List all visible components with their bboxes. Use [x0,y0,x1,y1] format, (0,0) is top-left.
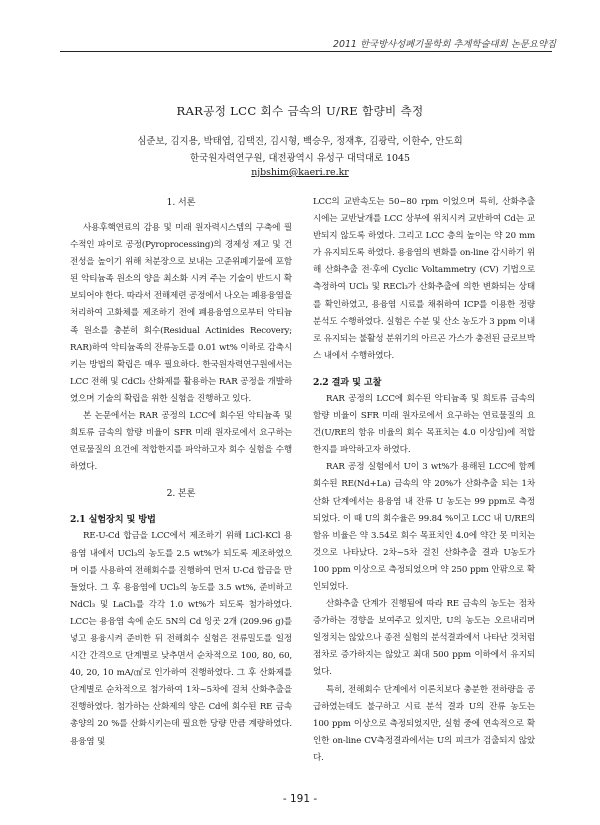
left-column [70,194,292,751]
affiliation: 한국원자력연구원, 대전광역시 유성구 대덕대로 1045 [190,153,410,164]
results-paragraph-4: 특히, 전해회수 단계에서 이론치보다 충분한 전하량을 공급하였는데도 불구하고 시료 분석 결과 U의 잔류 농도는 100 ppm 이상으로 측정되었지만, 실험 중에 연속적으로 확인한 on-line CV측정결과에서는 U의 피크가 검출되지 않았다. [313,684,535,763]
results-paragraph-3: 산화추출 단계가 진행됨에 따라 RE 금속의 농도는 점차 증가하는 경향을 보여주고 있지만, U의 농도는 오르내리며 일정치는 않았으나 종전 실험의 분석결과에서 나타난 것처럼 점차로 증가하지는 않았고 최대 500 ppm 이하에서 유지되었다. [313,599,535,678]
email-address: njbshim@kaeri.re.kr [251,167,349,178]
right-column [313,194,535,767]
section-title-main: 2. 본론 [166,488,196,500]
results-paragraph-1: RAR 공정의 LCC에 회수된 악티늄족 및 희토류 금속의 함량 비율이 SFR 미래 원자로에서 요구하는 연료물질의 요건(U/RE의 함유 비율의 회수 목표치는 4.0 이상임)에 적합한지를 파악하고자 하였다. [313,393,535,456]
methods-paragraph-1: RE-U-Cd 합금을 LCC에서 제조하기 위해 LiCl-KCl 용융염 내에서 UCl₃의 농도를 2.5 wt%가 되도록 제조하였으며 이를 사용하여 전해회수를 진행하여 먼저 U-Cd 합금을 만들었다. 그 후 용융염에 UCl₃의 농도를 3.5 wt%, 준비하고 NdCl₃ 및 LaCl₃를 각각 1.0 wt%가 되도록 첨가하였다. LCC는 용융염 속에 순도 5N의 Cd 잉곳 2개 (209.96 g)를 넣고 용융시켜 준비한 뒤 전해회수 실험은 전류밀도를 일정 시간 간격으로 단계별로 낮추면서 순차적으로 100, 80, 60, 40, 20, 10 mA/㎠로 인가하여 진행하였다. 그 후 산화제를 단계별로 순차적으로 첨가하여 1차~5차에 걸쳐 산화추출을 진행하였다. 첨가하는 산화제의 양은 Cd에 회수된 RE 금속 총양의 20 %를 산화시키는데 필요한 당량 만큼 계량하였다. 용융염 및 [70,531,292,747]
header-rule [60,51,552,52]
email-line [0,167,600,178]
paper-title: RAR공정 LCC 회수 금속의 U/RE 함량비 측정 [176,104,424,118]
subsection-title-methods: 2.1 실험장치 및 방법 [70,514,156,526]
subsection-title-results: 2.2 결과 및 고찰 [313,376,382,388]
section-title-introduction: 1. 서론 [166,197,196,208]
results-paragraph-2: RAR 공정 실험에서 U이 3 wt%가 용해된 LCC에 함께 회수된 RE(Nd+La) 금속의 약 20%가 산화추출 되는 1차 산화 단계에서는 용융염 내 잔류 U 농도는 99 ppm로 측정되었다. 이 때 U의 회수율은 99.84 %이고 LCC 내 U/RE의 함유 비율은 약 3.54로 회수 목표치인 4.0에 약간 못 미치는 것으로 나타났다. 2차~5차 걸친 산화추출 결과 U농도가 100 ppm 이상으로 측정되었으며 약 250 ppm 안팎으로 확인되었다. [313,462,535,592]
intro-paragraph-2: 본 논문에서는 RAR 공정의 LCC에 회수된 악티늄족 및 희토류 금속의 함량 비율이 SFR 미래 원자로에서 요구하는 연료물질의 요건에 적합한지를 파악하고자 회수 실험을 수행하였다. [70,411,292,473]
page-number: - 191 - [282,793,318,805]
running-header: 2011 한국방사성폐기물학회 추계학술대회 논문요약집 [333,39,556,50]
author-list: 심준보, 김지용, 박태엽, 김택진, 김시형, 백승우, 정재후, 김광락, 이한수, 안도희 [137,136,463,147]
intro-paragraph-1: 사용후핵연료의 감용 및 미래 원자력시스템의 구축에 필수적인 파이로 공정(Pyroprocessing)의 경제성 제고 및 건전성을 높이기 위해 처분장으로 보내는 고준위폐기물에 포함된 악티늄족 원소의 양을 최소화 시켜 주는 기술이 반드시 확보되어야 한다. 따라서 전해제련 공정에서 나오는 폐용융염을 처리하여 고화체를 제조하기 전에 폐용융염으로부터 악티늄족 원소를 충분히 회수(Residual Actinides Recovery; RAR)하여 악티늄족의 잔류농도를 0.01 wt% 이하로 감축시키는 방법의 확립은 매우 필요하다. 한국원자력연구원에서는 LCC 전해 및 CdCl₂ 산화제를 활용하는 RAR 공정을 개발하였으며 기술의 확립을 위한 실험을 진행하고 있다. [70,223,292,404]
methods-paragraph-continued: LCC의 교반속도는 50~80 rpm 이었으며 특히, 산화추출 시에는 교반날개를 LCC 상부에 위치시켜 교반하여 Cd는 교반되지 않도록 하였다. 그리고 LCC 층의 높이는 약 20 mm가 유지되도록 하였다. 용융염의 변화를 on-line 감시하기 위해 산화추출 전·후에 Cyclic Voltammetry (CV) 기법으로 측정하여 UCl₃ 및 RECl₃가 산화추출에 의한 변화되는 상태를 확인하였고, 용융염 시료를 채취하여 ICP를 이용한 정량 분석도 수행하였다. 실험은 수분 및 산소 농도가 3 ppm 이내로 유지되는 불활성 분위기의 아르곤 가스가 충전된 글로브박스 내에서 수행하였다. [313,197,535,361]
